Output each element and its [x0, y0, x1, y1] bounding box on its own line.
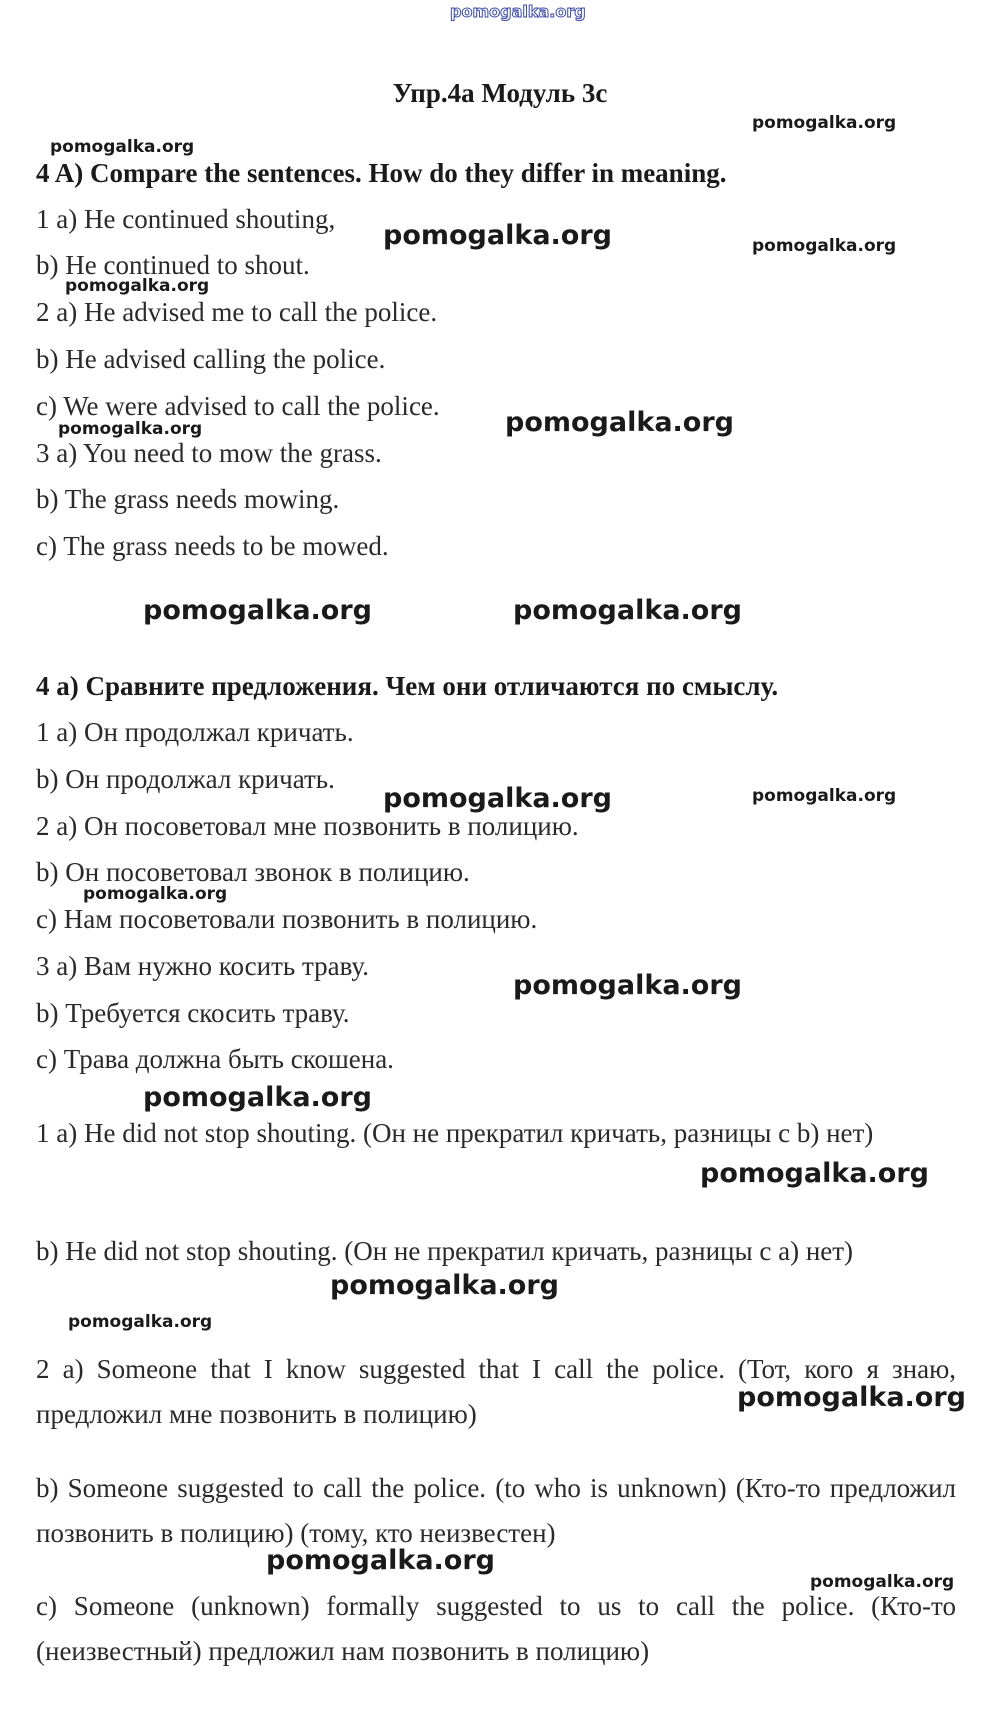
russian-line: b) Он посоветовал звонок в полицию. [36, 857, 470, 887]
watermark: pomogalka.org [50, 137, 195, 157]
english-heading: 4 A) Compare the sentences. How do they differ in meaning. [36, 158, 727, 188]
page-title: Упр.4a Модуль 3c [392, 78, 608, 108]
watermark: pomogalka.org [143, 1082, 372, 1113]
english-line: 3 a) You need to mow the grass. [36, 438, 382, 468]
watermark: pomogalka.org [330, 1270, 559, 1301]
russian-line: b) Требуется скосить траву. [36, 998, 350, 1028]
watermark: pomogalka.org [383, 783, 612, 814]
watermark: pomogalka.org [752, 113, 897, 133]
english-line: b) He continued to shout. [36, 250, 310, 280]
russian-heading: 4 а) Сравните предложения. Чем они отличаются по смыслу. [36, 671, 779, 701]
answer-paragraph: 1 a) He did not stop shouting. (Он не прекратил кричать, разницы с b) нет) [36, 1118, 874, 1148]
watermark: pomogalka.org [266, 1545, 495, 1576]
watermark: pomogalka.org [58, 419, 203, 439]
answer-paragraph: c) Someone (unknown) formally suggested to us to call the police. (Кто-то (неизвестный) предложил нам позвонить в полицию) [36, 1591, 956, 1666]
watermark-top: pomogalka.org [450, 2, 586, 21]
russian-line: c) Трава должна быть скошена. [36, 1044, 394, 1074]
watermark: pomogalka.org [752, 786, 897, 806]
watermark: pomogalka.org [513, 970, 742, 1001]
watermark: pomogalka.org [83, 884, 228, 904]
answer-paragraph: b) He did not stop shouting. (Он не прекратил кричать, разницы с a) нет) [36, 1236, 854, 1266]
watermark: pomogalka.org [700, 1158, 929, 1189]
russian-line: 2 a) Он посоветовал мне позвонить в полицию. [36, 811, 579, 841]
watermark: pomogalka.org [737, 1382, 966, 1413]
answer-paragraph: b) Someone suggested to call the police. (to who is unknown) (Кто-то предложил позвонить в полицию) (тому, кто неизвестен) [36, 1473, 956, 1548]
watermark: pomogalka.org [143, 595, 372, 626]
english-line: b) He advised calling the police. [36, 344, 386, 374]
english-line: b) The grass needs mowing. [36, 484, 340, 514]
russian-line: c) Нам посоветовали позвонить в полицию. [36, 904, 538, 934]
watermark: pomogalka.org [505, 407, 734, 438]
english-line: 2 a) He advised me to call the police. [36, 297, 438, 327]
watermark: pomogalka.org [68, 1312, 213, 1332]
answer-paragraph: 2 a) Someone that I know suggested that I call the police. (Тот, кого я знаю, предложил мне позвонить в полицию) [36, 1354, 956, 1429]
russian-line: b) Он продолжал кричать. [36, 764, 335, 794]
watermark: pomogalka.org [810, 1572, 955, 1592]
russian-line: 1 a) Он продолжал кричать. [36, 717, 354, 747]
english-line: c) We were advised to call the police. [36, 391, 440, 421]
watermark: pomogalka.org [383, 220, 612, 251]
watermark: pomogalka.org [752, 236, 897, 256]
russian-line: 3 a) Вам нужно косить траву. [36, 951, 369, 981]
english-line: c) The grass needs to be mowed. [36, 531, 389, 561]
watermark: pomogalka.org [513, 595, 742, 626]
watermark: pomogalka.org [65, 276, 210, 296]
english-line: 1 a) He continued shouting, [36, 204, 336, 234]
